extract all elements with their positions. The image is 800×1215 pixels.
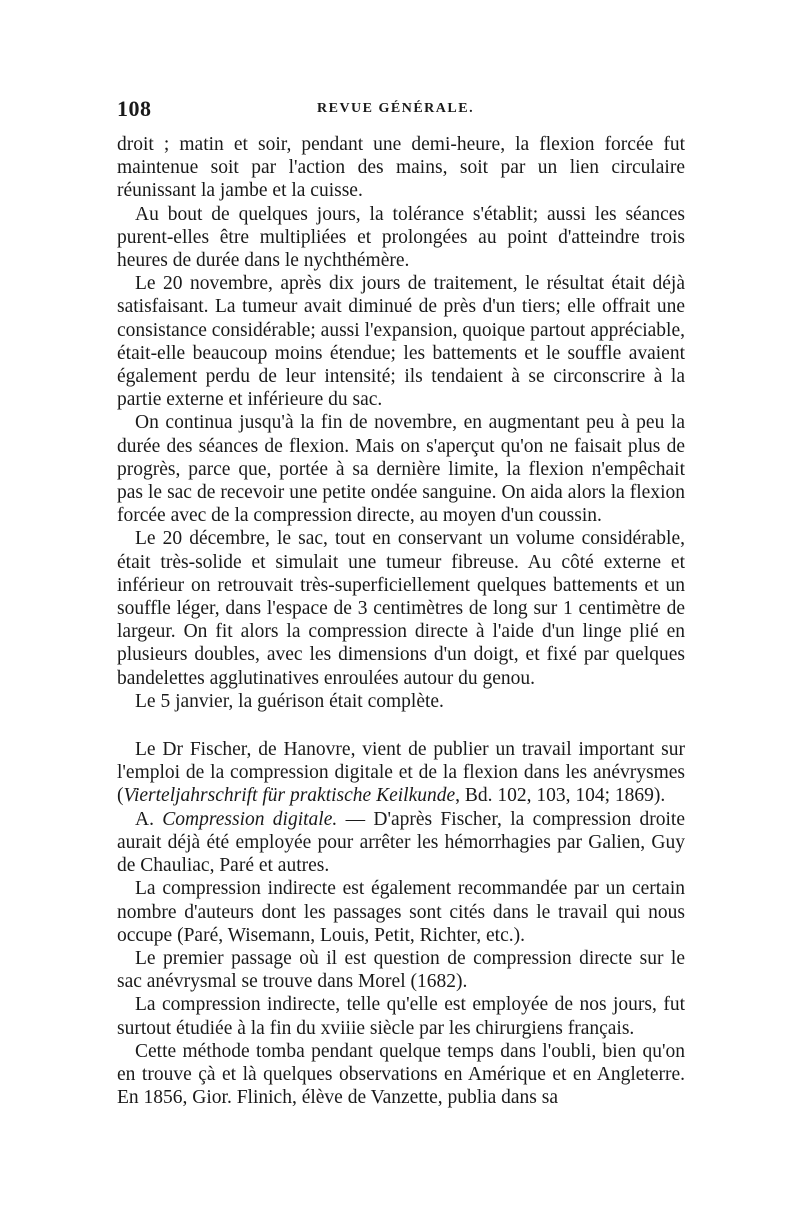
- section-a-title: Compression digitale.: [162, 808, 338, 830]
- paragraph-continuation: droit ; matin et soir, pendant une demi-heure, la flexion forcée fut maintenue soit par l'action des mains, soit par un lien circulaire réunissant la jambe et la cuisse.: [117, 134, 685, 202]
- paragraph-section-a: [117, 808, 685, 878]
- journal-title: Vierteljahrschrift für praktische Keilkunde: [123, 785, 456, 807]
- paragraph-compression-indirecte: La compression indirecte est également recommandée par un certain nombre d'auteurs dont les passages sont cités dans le travail qui nous occupe (Paré, Wisemann, Louis, Petit, Richter, etc.).: [117, 878, 685, 946]
- paragraph-cette-methode: Cette méthode tomba pendant quelque temps dans l'oubli, bien qu'on en trouve çà et là quelques observations en Amérique et en Angleterre. En 1856, Gior. Flinich, élève de Vanzette, publia dans sa: [117, 1040, 685, 1109]
- paragraph-fin-novembre: On continua jusqu'à la fin de novembre, en augmentant peu à peu la durée des séances de flexion. Mais on s'aperçut qu'on ne faisait plus de progrès, parce que, portée à sa dernière limite, la flexion n'empêchait pas le sac de recevoir une petite ondée sanguine. On aida alors la flexion forcée avec de la compression directe, au moyen d'un coussin.: [117, 412, 685, 527]
- paragraph-tolerance: Au bout de quelques jours, la tolérance s'établit; aussi les séances purent-elles être multipliées et prolongées au point d'atteindre trois heures de durée dans le nychthémère.: [117, 203, 685, 272]
- paragraph-5-janvier: Le 5 janvier, la guérison était complète.: [135, 690, 444, 712]
- page-header: [117, 96, 687, 122]
- page-number: 108: [117, 96, 152, 121]
- paragraph-xviii-siecle: La compression indirecte, telle qu'elle est employée de nos jours, fut surtout étudiée à la fin du xviiie siècle par les chirurgiens français.: [117, 994, 685, 1039]
- fischer-reference: , Bd. 102, 103, 104; 1869).: [455, 785, 666, 807]
- running-title: REVUE GÉNÉRALE.: [317, 101, 475, 116]
- body-text: [117, 133, 685, 1109]
- paragraph-20-decembre: Le 20 décembre, le sac, tout en conservant un volume considérable, était très-solide et simulait une tumeur fibreuse. Au côté externe et inférieur on retrouvait très-superficiellement quelques battements et un souffle léger, dans l'espace de 3 centimètres de long sur 1 centimètre de largeur. On fit alors la compression directe à l'aide d'un linge plié en plusieurs doubles, avec les dimensions d'un doigt, et fixé par quelques bandelettes agglutinatives enroulées autour du genou.: [117, 528, 685, 689]
- section-a-label: A.: [135, 808, 154, 830]
- section-a-text: — D'après Fischer, la compression droite aurait déjà été employée pour arrêter les hémorrhagies par Galien, Guy de Chauliac, Paré et autres.: [117, 808, 685, 877]
- paragraph-20-novembre: Le 20 novembre, après dix jours de traitement, le résultat était déjà satisfaisant. La tumeur avait diminué de près d'un tiers; elle offrait une consistance considérable; aussi l'expansion, quoique partout appréciable, était-elle beaucoup moins étendue; les battements et le souffle avaient également perdu de leur intensité; ils tendaient à se circonscrire à la partie externe et inférieure du sac.: [117, 273, 685, 411]
- paragraph-premier-passage: Le premier passage où il est question de compression directe sur le sac anévrysmal se trouve dans Morel (1682).: [117, 947, 685, 993]
- fischer-intro: Le Dr Fischer, de Hanovre, vient de publier un travail important sur l'emploi de la compression digitale et de la flexion dans les anévrysmes (: [117, 739, 685, 807]
- paragraph-fischer: [117, 738, 685, 808]
